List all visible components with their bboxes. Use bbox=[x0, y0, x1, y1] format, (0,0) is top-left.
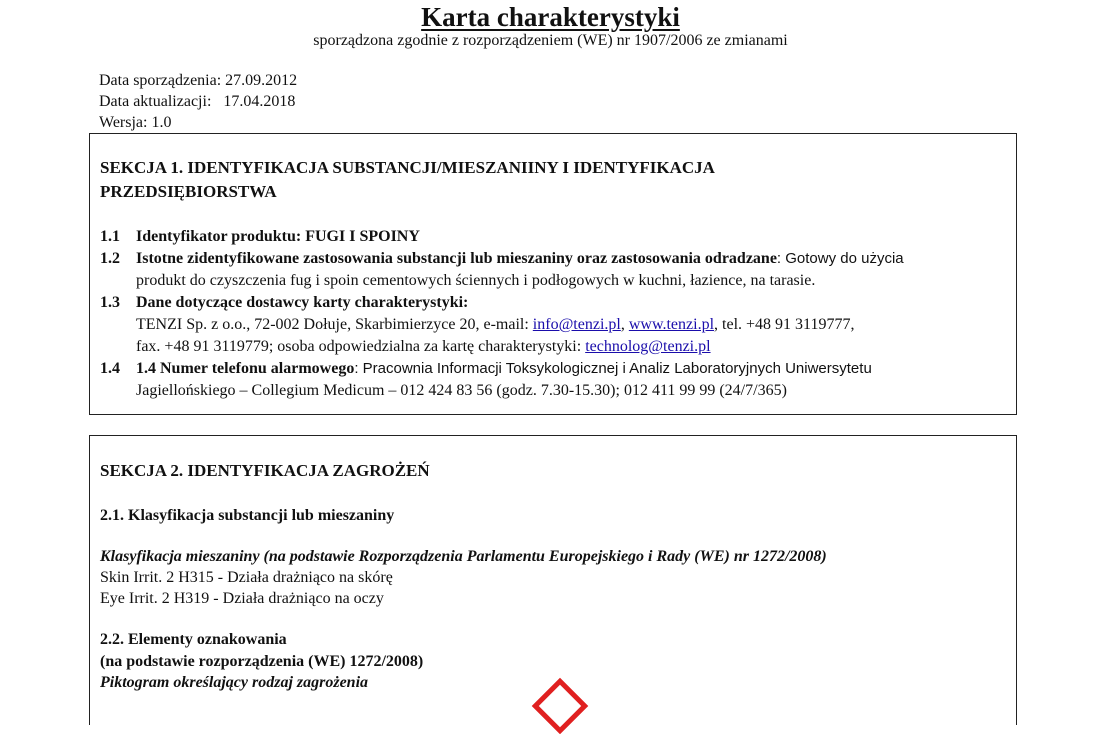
supplier-address: TENZI Sp. z o.o., 72-002 Dołuje, Skarbimierzyce 20, e-mail: bbox=[136, 316, 533, 333]
link-separator: , bbox=[620, 316, 629, 333]
section-1-heading-line1: SEKCJA 1. IDENTYFIKACJA SUBSTANCJI/MIESZANIINY I IDENTYFIKACJA bbox=[100, 158, 715, 177]
section-2-box bbox=[89, 435, 1017, 725]
uses-label: Istotne zidentyfikowane zastosowania substancji lub mieszaniny oraz zastosowania odradzane bbox=[136, 250, 777, 267]
updated-date-value: 17.04.2018 bbox=[223, 93, 296, 110]
classification-subheading: 2.1. Klasyfikacja substancji lub mieszaniny bbox=[100, 507, 395, 524]
labelling-subheading: 2.2. Elementy oznakowania bbox=[100, 631, 287, 648]
uses-text: : Gotowy do użycia bbox=[776, 250, 904, 267]
section-2-heading: SEKCJA 2. IDENTYFIKACJA ZAGROŻEŃ bbox=[100, 461, 430, 480]
website-link[interactable]: www.tenzi.pl bbox=[628, 316, 715, 333]
updated-date-row bbox=[99, 91, 297, 112]
supplier-label: Dane dotyczące dostawcy karty charakterystyki: bbox=[136, 294, 469, 311]
item-number: 1.4 bbox=[100, 360, 120, 377]
document-subtitle: sporządzona zgodnie z rozporządzeniem (WE) nr 1907/2006 ze zmianami bbox=[313, 32, 788, 49]
technolog-email-link[interactable]: technolog@tenzi.pl bbox=[585, 338, 711, 355]
classification-title: Klasyfikacja mieszaniny (na podstawie Rozporządzenia Parlamentu Europejskiego i Rady (WE) nr 1272/2008) bbox=[100, 548, 827, 565]
section-1-box bbox=[89, 133, 1017, 415]
emergency-label: 1.4 Numer telefonu alarmowego bbox=[136, 360, 355, 377]
hazard-skin: Skin Irrit. 2 H315 - Działa drażniąco na skórę bbox=[100, 569, 393, 586]
pictogram-label: Piktogram określający rodzaj zagrożenia bbox=[100, 674, 369, 691]
uses-text-continued: produkt do czyszczenia fug i spoin cementowych ściennych i podłogowych w kuchni, łazience, na tarasie. bbox=[136, 272, 816, 289]
document-title: Karta charakterystyki bbox=[421, 2, 680, 32]
ghs-exclamation-pictogram bbox=[532, 678, 589, 734]
item-number: 1.3 bbox=[100, 294, 120, 311]
version-value: 1.0 bbox=[151, 114, 172, 131]
product-identifier: Identyfikator produktu: FUGI I SPOINY bbox=[136, 228, 420, 245]
version-row bbox=[99, 112, 297, 133]
updated-date-label: Data aktualizacji: bbox=[99, 93, 212, 110]
created-date-label: Data sporządzenia: bbox=[99, 72, 222, 89]
supplier-fax: fax. +48 91 3119779; osoba odpowiedzialna za kartę charakterystyki: bbox=[136, 338, 586, 355]
document-meta bbox=[99, 70, 297, 133]
labelling-regulation: (na podstawie rozporządzenia (WE) 1272/2008) bbox=[100, 653, 424, 670]
item-number: 1.1 bbox=[100, 228, 120, 245]
section-1-heading bbox=[100, 156, 715, 204]
created-date-value: 27.09.2012 bbox=[225, 72, 298, 89]
supplier-phone: , tel. +48 91 3119777, bbox=[714, 316, 855, 333]
created-date-row bbox=[99, 70, 297, 91]
item-number: 1.2 bbox=[100, 250, 120, 267]
section-1-heading-line2: PRZEDSIĘBIORSTWA bbox=[100, 182, 277, 201]
emergency-text-continued: Jagiellońskiego – Collegium Medicum – 012 424 83 56 (godz. 7.30-15.30); 012 411 99 99 (24/7/365) bbox=[136, 382, 787, 399]
emergency-text: : Pracownia Informacji Toksykologicznej i Analiz Laboratoryjnych Uniwersytetu bbox=[354, 360, 872, 377]
version-label: Wersja: bbox=[99, 114, 148, 131]
email-link[interactable]: info@tenzi.pl bbox=[532, 316, 621, 333]
hazard-eye: Eye Irrit. 2 H319 - Działa drażniąco na oczy bbox=[100, 590, 384, 607]
